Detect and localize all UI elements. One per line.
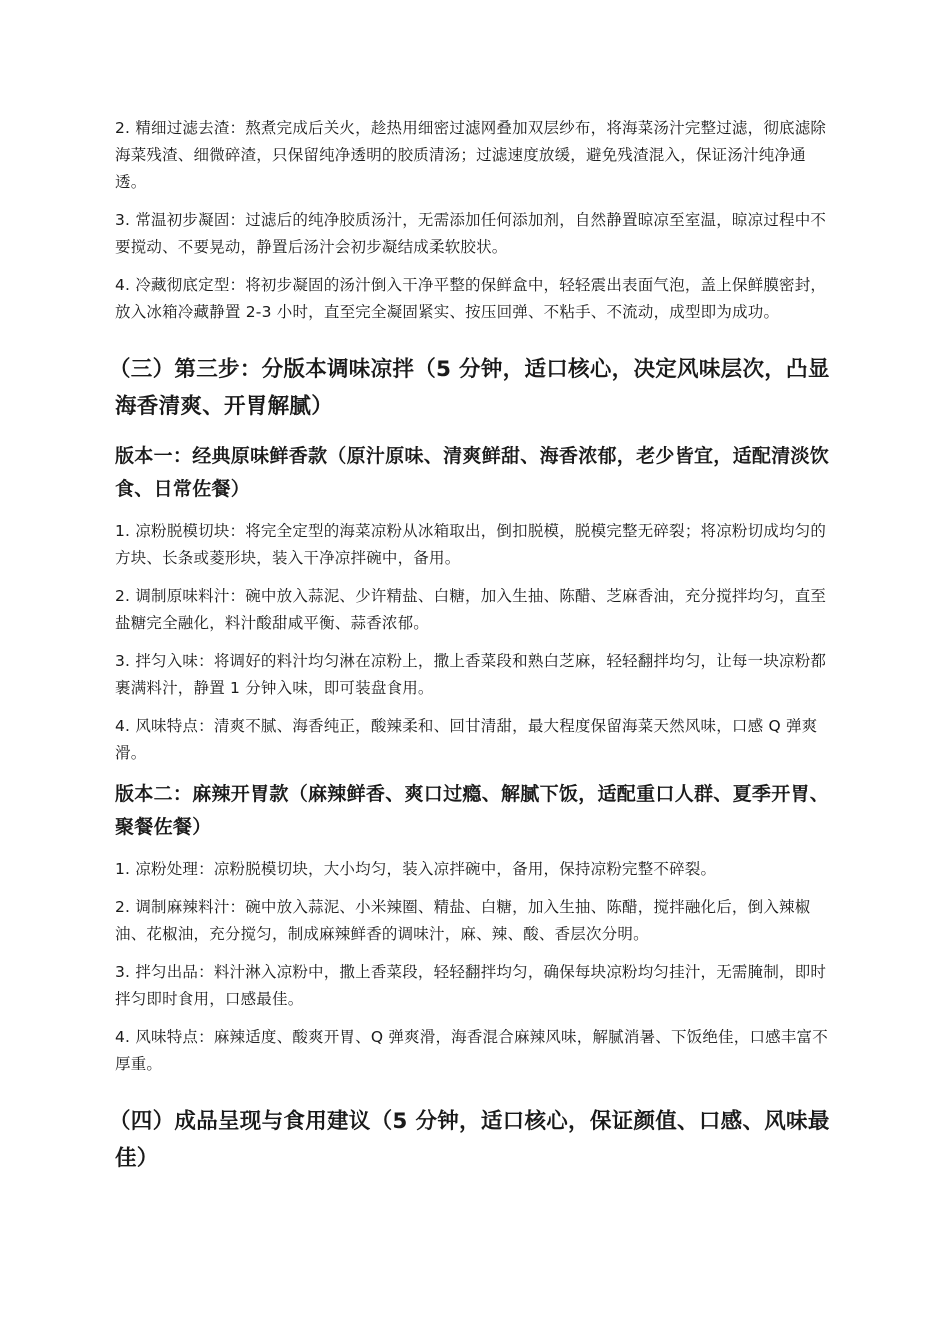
v1-item-1: 1. 凉粉脱模切块：将完全定型的海菜凉粉从冰箱取出，倒扣脱模，脱模完整无碎裂；将凉粉切成均匀的方块、长条或菱形块，装入干净凉拌碗中，备用。 xyxy=(115,522,827,567)
step2-item-2: 2. 精细过滤去渣：熬煮完成后关火，趁热用细密过滤网叠加双层纱布，将海菜汤汁完整过滤，彻底滤除海菜残渣、细微碎渣，只保留纯净透明的胶质清汤；过滤速度放缓，避免残渣混入，保证汤汁纯净通透。 xyxy=(115,119,827,191)
v2-item-3: 3. 拌匀出品：料汁淋入凉粉中，撒上香菜段，轻轻翻拌均匀，确保每块凉粉均匀挂汁，无需腌制，即时拌匀即时食用，口感最佳。 xyxy=(115,963,827,1008)
v1-item-3: 3. 拌匀入味：将调好的料汁均匀淋在凉粉上，撒上香菜段和熟白芝麻，轻轻翻拌均匀，让每一块凉粉都裹满料汁，静置 1 分钟入味，即可装盘食用。 xyxy=(115,652,827,697)
step2-item-3: 3. 常温初步凝固：过滤后的纯净胶质汤汁，无需添加任何添加剂，自然静置晾凉至室温，晾凉过程中不要搅动、不要晃动，静置后汤汁会初步凝结成柔软胶状。 xyxy=(115,211,827,256)
version-2-heading: 版本二：麻辣开胃款（麻辣鲜香、爽口过瘾、解腻下饭，适配重口人群、夏季开胃、聚餐佐餐） xyxy=(115,783,830,838)
section-3-heading: （三）第三步：分版本调味凉拌（5 分钟，适口核心，决定风味层次，凸显海香清爽、开胃解腻） xyxy=(109,357,830,419)
v1-item-2: 2. 调制原味料汁：碗中放入蒜泥、少许精盐、白糖，加入生抽、陈醋、芝麻香油，充分搅拌均匀，直至盐糖完全融化，料汁酸甜咸平衡、蒜香浓郁。 xyxy=(115,587,827,632)
step2-item-4: 4. 冷藏彻底定型：将初步凝固的汤汁倒入干净平整的保鲜盒中，轻轻震出表面气泡，盖上保鲜膜密封，放入冰箱冷藏静置 2-3 小时，直至完全凝固紧实、按压回弹、不粘手、不流动，成型即为成功。 xyxy=(115,276,827,321)
section-4-heading: （四）成品呈现与食用建议（5 分钟，适口核心，保证颜值、口感、风味最佳） xyxy=(109,1109,830,1171)
v2-item-2: 2. 调制麻辣料汁：碗中放入蒜泥、小米辣圈、精盐、白糖，加入生抽、陈醋，搅拌融化后，倒入辣椒油、花椒油，充分搅匀，制成麻辣鲜香的调味汁，麻、辣、酸、香层次分明。 xyxy=(115,898,811,943)
v2-item-1: 1. 凉粉处理：凉粉脱模切块，大小均匀，装入凉拌碗中，备用，保持凉粉完整不碎裂。 xyxy=(115,860,717,878)
version-1-heading: 版本一：经典原味鲜香款（原汁原味、清爽鲜甜、海香浓郁，老少皆宜，适配清淡饮食、日常佐餐） xyxy=(115,445,830,500)
v1-item-4: 4. 风味特点：清爽不腻、海香纯正，酸辣柔和、回甘清甜，最大程度保留海菜天然风味，口感 Q 弹爽滑。 xyxy=(115,717,818,762)
document-page xyxy=(109,115,835,1192)
v2-item-4: 4. 风味特点：麻辣适度、酸爽开胃、Q 弹爽滑，海香混合麻辣风味，解腻消暑、下饭绝佳，口感丰富不厚重。 xyxy=(115,1028,828,1073)
